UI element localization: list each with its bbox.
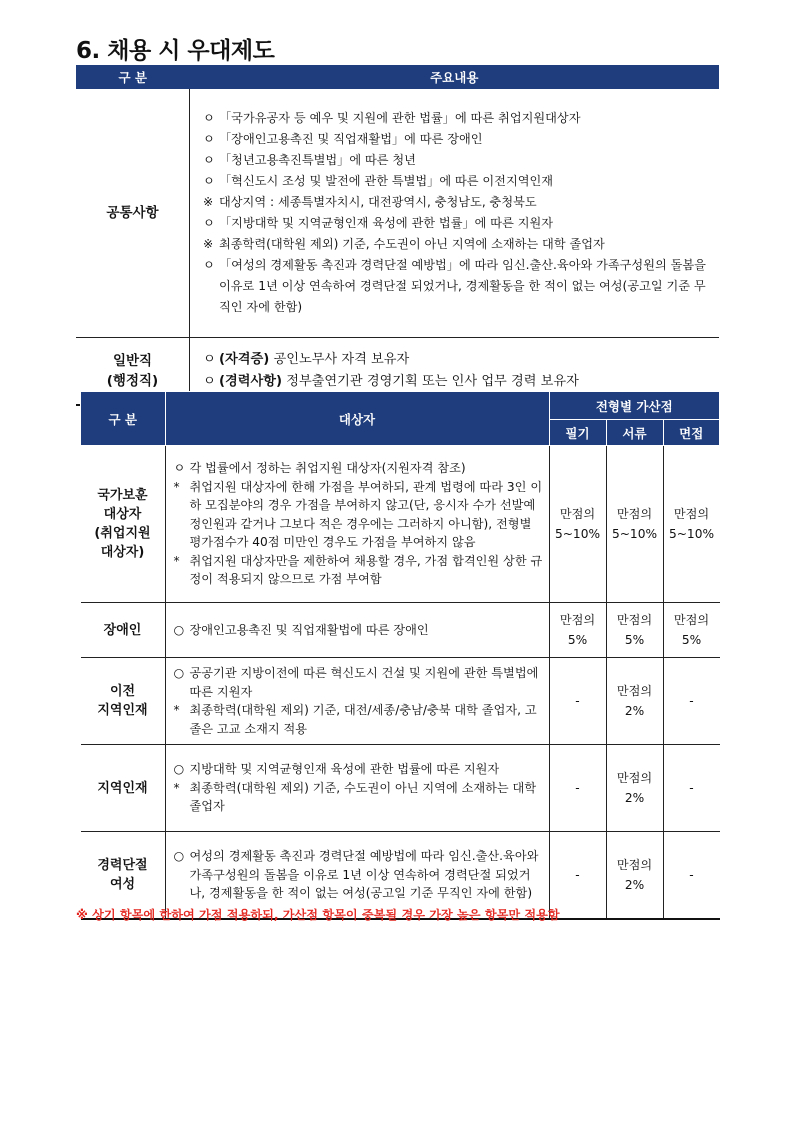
score-line: - bbox=[575, 781, 580, 795]
score-interview bbox=[663, 658, 720, 745]
score-line: 만점의 bbox=[616, 858, 653, 872]
bullet-mark: ○ bbox=[173, 849, 185, 864]
list-item bbox=[203, 349, 712, 371]
bullet-mark: ※ bbox=[203, 195, 214, 209]
score-interview bbox=[663, 745, 720, 832]
score-line: - bbox=[689, 781, 694, 795]
list-item bbox=[174, 847, 543, 903]
table-row bbox=[81, 603, 720, 658]
row-category: 공통사항 bbox=[76, 89, 190, 338]
header-written: 필기 bbox=[549, 420, 606, 446]
list-item bbox=[203, 255, 712, 318]
list-item bbox=[174, 664, 543, 701]
score-document bbox=[606, 603, 663, 658]
score-line: 5% bbox=[624, 633, 645, 647]
item-text: 최종학력(대학원 제외) 기준, 수도권이 아닌 지역에 소재하는 대학 졸업자 bbox=[189, 780, 537, 814]
row-description bbox=[165, 745, 549, 832]
item-text: 「혁신도시 조성 및 발전에 관한 특별법」에 따른 이전지역인재 bbox=[219, 174, 554, 188]
category-line: 이전 bbox=[109, 684, 136, 699]
list-item bbox=[203, 192, 712, 213]
item-text: 「청년고용촉진특별법」에 따른 청년 bbox=[219, 153, 416, 167]
list-item bbox=[174, 760, 543, 779]
item-text: 「국가유공자 등 예우 및 지원에 관한 법률」에 따른 취업지원대상자 bbox=[219, 111, 581, 125]
description-list bbox=[174, 621, 543, 640]
score-line: 5~10% bbox=[611, 527, 658, 541]
list-item bbox=[174, 701, 543, 738]
score-line: 만점의 bbox=[559, 613, 596, 627]
table-header-row bbox=[81, 392, 720, 420]
score-line: 5% bbox=[681, 633, 702, 647]
list-item bbox=[203, 108, 712, 129]
item-text: 취업지원 대상자만을 제한하여 채용할 경우, 가점 합격인원 상한 규정이 적용되지 않으므로 가점 부여함 bbox=[189, 553, 543, 587]
item-text: 공인노무사 자격 보유자 bbox=[269, 352, 410, 367]
list-item bbox=[203, 150, 712, 171]
item-text: 여성의 경제활동 촉진과 경력단절 예방법에 따라 임신.출산.육아와 가족구성원의 돌봄을 이유로 1년 이상 연속하여 경력단절 되었거나, 경제활동을 한 적이 없는 여성(공고일 기준 무직인 자에 한함) bbox=[189, 849, 539, 901]
score-line: - bbox=[689, 868, 694, 882]
score-line: 만점의 bbox=[673, 507, 710, 521]
row-description bbox=[165, 603, 549, 658]
bullet-mark: * bbox=[173, 780, 180, 795]
item-text: 장애인고용촉진 및 직업재활법에 따른 장애인 bbox=[189, 622, 429, 637]
row-description bbox=[165, 658, 549, 745]
bullet-mark: ㅇ bbox=[203, 216, 215, 230]
list-item bbox=[174, 552, 543, 589]
item-text: 정부출연기관 경영기획 또는 인사 업무 경력 보유자 bbox=[282, 374, 579, 389]
score-written bbox=[549, 446, 606, 603]
score-line: - bbox=[575, 694, 580, 708]
header-bonus: 전형별 가산점 bbox=[549, 392, 720, 420]
bullet-mark: * bbox=[173, 479, 180, 494]
score-line: 2% bbox=[624, 791, 645, 805]
header-target: 대상자 bbox=[165, 392, 549, 446]
list-item bbox=[203, 371, 712, 393]
row-description bbox=[165, 446, 549, 603]
bullet-mark: ㅇ bbox=[203, 153, 215, 167]
list-item bbox=[174, 621, 543, 640]
bullet-mark: ㅇ bbox=[203, 374, 216, 389]
score-document bbox=[606, 446, 663, 603]
header-content: 주요내용 bbox=[190, 65, 720, 89]
row-category bbox=[81, 745, 166, 832]
score-line: 만점의 bbox=[616, 507, 653, 521]
table-row bbox=[81, 745, 720, 832]
content-list bbox=[191, 108, 718, 318]
item-text: 「지방대학 및 지역균형인재 육성에 관한 법률」에 따른 지원자 bbox=[219, 216, 554, 230]
score-line: - bbox=[575, 868, 580, 882]
score-line: 2% bbox=[624, 704, 645, 718]
score-document bbox=[606, 832, 663, 920]
item-text: 대상지역 : 세종특별자치시, 대전광역시, 충청남도, 충청북도 bbox=[219, 195, 537, 209]
table-row bbox=[76, 89, 719, 338]
list-item bbox=[203, 234, 712, 255]
score-written bbox=[549, 603, 606, 658]
category-line: 일반직 bbox=[112, 353, 153, 369]
list-item bbox=[174, 478, 543, 552]
bullet-mark: ㅇ bbox=[203, 258, 215, 272]
bullet-mark: ○ bbox=[173, 666, 185, 680]
bullet-mark: ㅇ bbox=[203, 174, 215, 188]
bullet-mark: ㅇ bbox=[203, 111, 215, 125]
content-list bbox=[191, 349, 718, 393]
bullet-mark: ○ bbox=[173, 762, 185, 777]
bullet-mark: ㅇ bbox=[203, 132, 215, 146]
score-line: 5~10% bbox=[668, 527, 715, 541]
bullet-mark: ㅇ bbox=[203, 352, 216, 367]
table-row bbox=[81, 658, 720, 745]
description-list bbox=[174, 664, 543, 738]
header-document: 서류 bbox=[606, 420, 663, 446]
score-document bbox=[606, 658, 663, 745]
score-line: 만점의 bbox=[616, 613, 653, 627]
list-item bbox=[203, 213, 712, 234]
list-item bbox=[174, 779, 543, 816]
table-row bbox=[81, 446, 720, 603]
bullet-mark: * bbox=[173, 553, 180, 568]
category-line: 국가보훈 bbox=[97, 488, 148, 503]
category-line: 여성 bbox=[109, 877, 136, 892]
score-line: 5% bbox=[567, 633, 588, 647]
common-preference-table bbox=[76, 65, 719, 406]
category-line: (행정직) bbox=[106, 373, 159, 389]
row-category bbox=[81, 446, 166, 603]
bullet-mark: ※ bbox=[203, 237, 214, 251]
item-text: 공공기관 지방이전에 따른 혁신도시 건설 및 지원에 관한 특별법에 따른 지원자 bbox=[189, 666, 539, 699]
row-content bbox=[190, 89, 720, 338]
item-text: 「장애인고용촉진 및 직업재활법」에 따른 장애인 bbox=[219, 132, 483, 146]
category-line: 대상자) bbox=[100, 545, 145, 560]
description-list bbox=[174, 760, 543, 816]
item-text: 지방대학 및 지역균형인재 육성에 관한 법률에 따른 지원자 bbox=[189, 762, 500, 777]
section-title: 6. 채용 시 우대제도 bbox=[76, 38, 275, 64]
score-line: 5~10% bbox=[554, 527, 601, 541]
score-line: 만점의 bbox=[616, 684, 653, 698]
score-interview bbox=[663, 832, 720, 920]
bullet-mark: ○ bbox=[173, 622, 185, 637]
description-list bbox=[174, 847, 543, 903]
table-header-row bbox=[76, 65, 719, 89]
description-list bbox=[174, 459, 543, 589]
category-line: 지역인재 bbox=[97, 780, 148, 796]
category-line: 지역인재 bbox=[97, 703, 148, 718]
category-line: 장애인 bbox=[103, 622, 142, 638]
category-line: 대상자 bbox=[103, 507, 142, 522]
score-interview bbox=[663, 446, 720, 603]
item-text: 최종학력(대학원 제외) 기준, 대전/세종/충남/충북 대학 졸업자, 고졸은 고교 소재지 적용 bbox=[189, 703, 537, 736]
footnote: ※ 상기 항목에 한하여 가점 적용하되, 가산점 항목이 중복될 경우 가장 높은 항목만 적용함 bbox=[76, 908, 560, 922]
row-category bbox=[81, 603, 166, 658]
row-category bbox=[81, 658, 166, 745]
item-text: 최종학력(대학원 제외) 기준, 수도권이 아닌 지역에 소재하는 대학 졸업자 bbox=[219, 237, 605, 251]
score-line: 만점의 bbox=[673, 613, 710, 627]
bonus-points-table bbox=[80, 391, 720, 920]
score-line: 2% bbox=[624, 878, 645, 892]
header-category: 구 분 bbox=[76, 65, 190, 89]
item-label: (자격증) bbox=[219, 352, 270, 367]
list-item bbox=[174, 459, 543, 478]
item-label: (경력사항) bbox=[219, 374, 283, 389]
score-line: 만점의 bbox=[559, 507, 596, 521]
item-text: 각 법률에서 정하는 취업지원 대상자(지원자격 참조) bbox=[189, 461, 466, 476]
category-line: (취업지원 bbox=[94, 526, 151, 541]
item-text: 취업지원 대상자에 한해 가점을 부여하되, 관계 법령에 따라 3인 이하 모집분야의 경우 가점을 부여하지 않고(단, 응시자 수가 선발예정인원과 같거나 그보다 적은 경우에는 그러하지 아니함), 전형별 평가점수가 40점 미만인 경우도 가점을 부여하지 않음 bbox=[189, 479, 543, 550]
score-interview bbox=[663, 603, 720, 658]
score-written bbox=[549, 745, 606, 832]
score-written bbox=[549, 658, 606, 745]
bullet-mark: ㅇ bbox=[173, 461, 186, 476]
item-text: 「여성의 경제활동 촉진과 경력단절 예방법」에 따라 임신.출산.육아와 가족구성원의 돌봄을 이유로 1년 이상 연속하여 경력단절 되었거나, 경제활동을 한 적이 없는 여성(공고일 기준 무직인 자에 한함) bbox=[219, 258, 706, 314]
category-line: 경력단절 bbox=[97, 858, 148, 873]
header-interview: 면접 bbox=[663, 420, 720, 446]
list-item bbox=[203, 129, 712, 150]
score-document bbox=[606, 745, 663, 832]
score-line: - bbox=[689, 694, 694, 708]
score-line: 만점의 bbox=[616, 771, 653, 785]
list-item bbox=[203, 171, 712, 192]
bonus-table-body bbox=[81, 446, 720, 920]
bullet-mark: * bbox=[173, 703, 180, 717]
header-category: 구 분 bbox=[81, 392, 166, 446]
